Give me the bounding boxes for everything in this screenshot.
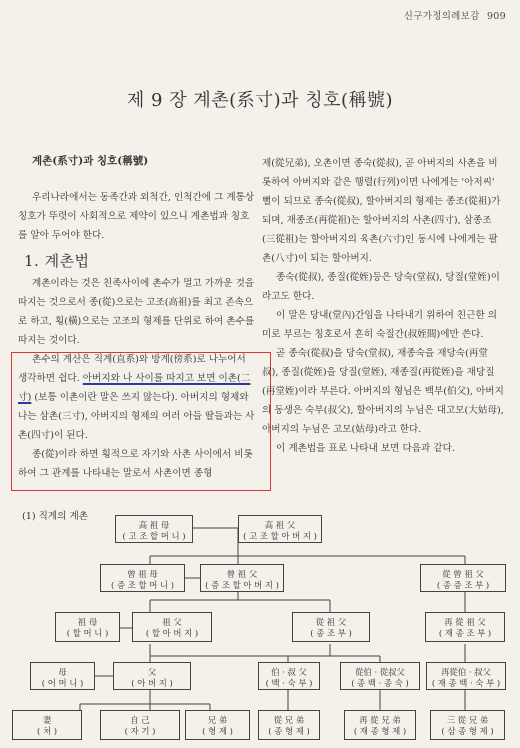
chapter-title: 제 9 장 계촌(系寸)과 칭호(稱號) — [126, 90, 394, 111]
box-hangul: ( 재 종 조 부 ) — [438, 628, 492, 638]
paragraph-jong: 종(從)이라 하면 횡적으로 자기와 사촌 사이에서 비롯하여 그 관계를 나타내는 말로서 사촌이면 종형 — [18, 449, 253, 479]
box-jaejongjobu — [425, 612, 505, 642]
underlined-phrase: 아버지와 나 사이를 따지고 보면 이촌(二寸) — [18, 373, 251, 403]
box-jomo — [55, 612, 120, 642]
box-hangul: ( 증 조 할 아 버 지 ) — [205, 580, 279, 590]
box-jobu — [132, 612, 212, 642]
box-hangul: ( 재 종 백 · 숙 부 ) — [431, 678, 501, 688]
box-hangul: ( 어 머 니 ) — [41, 678, 84, 688]
box-hangul: ( 증 조 할 머 니 ) — [111, 580, 174, 590]
box-jaejonghyeongje — [344, 710, 416, 740]
paragraph-definition: 계촌이라는 것은 친족사이에 촌수가 멀고 가까운 것을 따지는 것으로서 종(從)으로는 고조(高祖)를 최고 존속으로 하고, 횡(橫)으로는 고조의 형제를 단위로 하여 촌수를 따지는 것이다. — [18, 278, 255, 346]
box-hanja: 祖 母 — [77, 617, 98, 627]
box-jongjeungjobu — [420, 564, 506, 592]
running-title: 신구가정의례보감 — [403, 11, 480, 22]
right-paragraph-4: 곧 종숙(從叔)을 당숙(堂叔), 재종숙을 재당숙(再堂叔), 종질(從姪)을 당질(堂姪), 재종질(再從姪)을 재당질(再堂姪)이라 부른다. 아버지의 형님은 백부(伯父), 아버지의 동생은 숙부(叔父), 할아버지의 누님은 대고모(大姑母), 아버지의 누님은 고모(姑母)라고 한다. — [262, 348, 504, 435]
box-jeungjobu — [200, 564, 284, 592]
box-hanja: 伯 · 叔 父 — [271, 667, 307, 677]
box-jagi — [100, 710, 180, 740]
calc-intro: 촌수의 계산은 직계(直系)와 방계(傍系)로 나누어서 생각하면 쉽다. — [18, 354, 246, 384]
box-hanja: 自 己 — [130, 715, 150, 725]
box-hangul: ( 종 증 조 부 ) — [436, 580, 490, 590]
page-number: 909 — [486, 11, 506, 22]
box-hanja: 父 — [147, 667, 157, 677]
box-jongbaeksukbu — [340, 662, 420, 690]
box-samjonghyeongje — [430, 710, 505, 740]
box-hangul: ( 처 ) — [37, 726, 57, 736]
box-hanja: 高 祖 母 — [138, 520, 170, 530]
box-hangul: ( 할 아 버 지 ) — [145, 628, 199, 638]
box-hangul: ( 백 · 숙 부 ) — [265, 678, 313, 688]
box-hanja: 祖 父 — [162, 617, 182, 627]
right-paragraph-3: 이 말은 당내(堂內)간임을 나타내기 위하여 친근한 의미로 부르는 칭호로서 흔히 숙질간(叔姪間)에만 쓴다. — [262, 310, 498, 340]
chart-header: (1) 직계의 계촌 — [22, 511, 89, 522]
box-hanja: 曾 祖 母 — [127, 569, 158, 579]
box-hangul: ( 고 조 할 머 니 ) — [122, 531, 186, 541]
box-hangul: ( 재 종 형 제 ) — [353, 726, 407, 736]
box-gojobu — [238, 515, 322, 543]
right-paragraph-2: 종숙(從叔), 종질(從姪)등은 당숙(堂叔), 당질(堂姪)이라고도 한다. — [262, 272, 500, 302]
box-bu — [113, 662, 191, 690]
box-hangul: ( 종 백 · 종 숙 ) — [351, 678, 409, 688]
box-hangul: ( 종 조 부 ) — [310, 628, 352, 638]
box-hangul: ( 할 머 니 ) — [66, 628, 109, 638]
box-hanja: 再從伯 · 叔父 — [441, 667, 491, 677]
box-hangul: ( 종 형 제 ) — [268, 726, 310, 736]
box-jeungjomo — [100, 564, 185, 592]
box-hangul: ( 고 조 할 아 버 지 ) — [243, 531, 317, 541]
box-hanja: 從 兄 弟 — [273, 715, 305, 725]
box-hanja: 妻 — [42, 715, 52, 725]
box-hanja: 兄 弟 — [207, 715, 228, 725]
box-mo — [30, 662, 95, 690]
box-hangul: ( 아 버 지 ) — [131, 678, 173, 688]
box-hanja: 三 從 兄 弟 — [446, 715, 489, 725]
intro-paragraph: 우리나라에서는 동족간과 외척간, 인척간에 그 계통상 칭호가 뚜렷이 사회적으로 제약이 있으니 계촌법과 칭호를 알아 두어야 한다. — [18, 192, 255, 241]
box-hyeongje — [185, 710, 250, 740]
box-hanja: 母 — [58, 667, 67, 677]
right-paragraph-5: 이 계촌법을 표로 나타내 보면 다음과 같다. — [276, 443, 455, 454]
section-heading: 1. 계촌법 — [24, 252, 90, 270]
box-hanja: 曾 祖 父 — [226, 569, 258, 579]
box-jongjobu — [292, 612, 370, 642]
box-gojomo — [115, 515, 193, 543]
box-baeksukbu — [258, 662, 320, 690]
box-hanja: 再 從 兄 弟 — [359, 715, 401, 725]
section-subtitle: 계촌(系寸)과 칭호(稱號) — [32, 155, 149, 167]
box-hangul: ( 자 기 ) — [124, 726, 156, 736]
right-paragraph-1: 제(從兄弟), 오촌이면 종숙(從叔), 곧 아버지의 사촌을 비롯하여 아버지와 같은 행렬(行列)이면 나에게는 '아저씨' 뻘이 되므로 종숙(從叔), 할아버지의 형제는 종조(從祖)가 되며, 재종조(再從祖)는 할아버지의 사촌(四寸), 삼종조(三從祖)는 할아버지의 육촌(六寸)인 동시에 나에게는 팔촌(八寸)이 되는 할아버지. — [262, 158, 501, 264]
box-jonghyeongje — [258, 710, 320, 740]
box-cheo — [12, 710, 82, 740]
box-jaejongbaeksuk — [426, 662, 506, 690]
box-hangul: ( 삼 종 형 제 ) — [441, 726, 494, 736]
calc-rest: (보통 이촌이란 말은 쓰지 않는다). 아버지의 형제와 나는 삼촌(三寸), 아버지의 형제의 여러 아들 딸들과는 사촌(四寸)이 된다. — [18, 392, 255, 441]
box-hangul: ( 형 제 ) — [202, 726, 233, 736]
box-hanja: 高 祖 父 — [264, 520, 296, 530]
box-hanja: 從伯 · 從叔父 — [355, 667, 405, 677]
box-hanja: 從 祖 父 — [315, 617, 347, 627]
box-hanja: 從 曾 祖 父 — [442, 569, 484, 579]
box-hanja: 再 從 祖 父 — [444, 617, 486, 627]
